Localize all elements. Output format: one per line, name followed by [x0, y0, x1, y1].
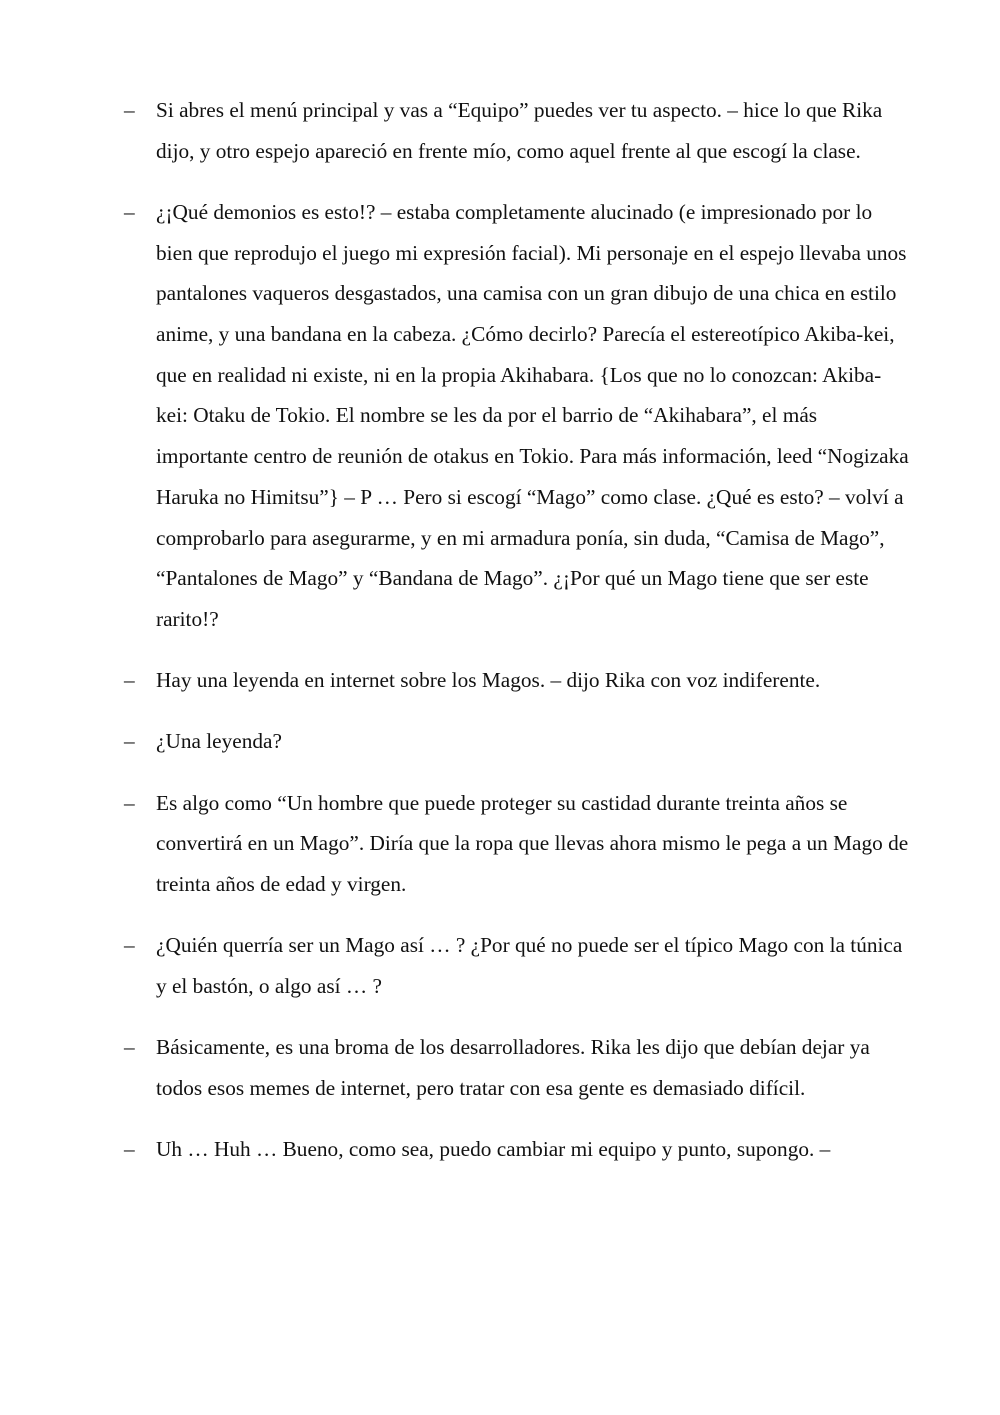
dialogue-text: Hay una leyenda en internet sobre los Magos. – dijo Rika con voz indiferente.	[156, 668, 821, 693]
dialogue-dash: –	[124, 729, 135, 754]
dialogue-dash: –	[124, 199, 135, 224]
dialogue-text: Uh … Huh … Bueno, como sea, puedo cambiar mi equipo y punto, supongo. –	[156, 1136, 831, 1161]
dialogue-dash: –	[124, 790, 135, 815]
dialogue-dash: –	[124, 668, 135, 693]
dialogue-dash: –	[124, 933, 135, 958]
dialogue-text: Es algo como “Un hombre que puede proteger su castidad durante treinta años se convertirá en un Mago”. Diría que la ropa que llevas ahora mismo le pega a un Mago de treinta años de edad y virgen.	[156, 790, 909, 896]
dialogue-line	[0, 1027, 1000, 1108]
dialogue-dash: –	[124, 98, 135, 122]
dialogue-line	[0, 90, 1000, 171]
dialogue-line	[0, 660, 1000, 701]
dialogue-dash: –	[124, 1035, 135, 1060]
dialogue-text: ¿Una leyenda?	[156, 729, 282, 754]
dialogue-text: ¿¡Qué demonios es esto!? – estaba completamente alucinado (e impresionado por lo bien que reprodujo el juego mi expresión facial). Mi personaje en el espejo llevaba unos pantalones vaqueros desgastados, una camisa con un gran dibujo de una chica en estilo anime, y una bandana en la cabeza. ¿Cómo decirlo? Parecía el estereotípico Akiba-kei, que en realidad ni existe, ni en la propia Akihabara. {Los que no lo conozcan: Akiba-kei: Otaku de Tokio. El nombre se les da por el barrio de “Akihabara”, el más importante centro de reunión de otakus en Tokio. Para más información, leed “Nogizaka Haruka no Himitsu”} – P … Pero si escogí “Mago” como clase. ¿Qué es esto? – volví a comprobarlo para asegurarme, y en mi armadura ponía, sin duda, “Camisa de Mago”, “Pantalones de Mago” y “Bandana de Mago”. ¿¡Por qué un Mago tiene que ser este rarito!?	[156, 199, 909, 631]
dialogue-line	[0, 192, 1000, 640]
dialogue-text: Básicamente, es una broma de los desarrolladores. Rika les dijo que debían dejar ya todos esos memes de internet, pero tratar con esa gente es demasiado difícil.	[156, 1035, 870, 1100]
dialogue-text: ¿Quién querría ser un Mago así … ? ¿Por qué no puede ser el típico Mago con la túnica y el bastón, o algo así … ?	[156, 933, 903, 998]
dialogue-dash: –	[124, 1136, 135, 1161]
dialogue-line	[0, 925, 1000, 1006]
dialogue-line	[0, 783, 1000, 905]
dialogue-list	[0, 90, 1000, 1190]
dialogue-line	[0, 721, 1000, 762]
dialogue-text: Si abres el menú principal y vas a “Equipo” puedes ver tu aspecto. – hice lo que Rika dijo, y otro espejo apareció en frente mío, como aquel frente al que escogí la clase.	[156, 98, 883, 163]
dialogue-line	[0, 1129, 1000, 1170]
